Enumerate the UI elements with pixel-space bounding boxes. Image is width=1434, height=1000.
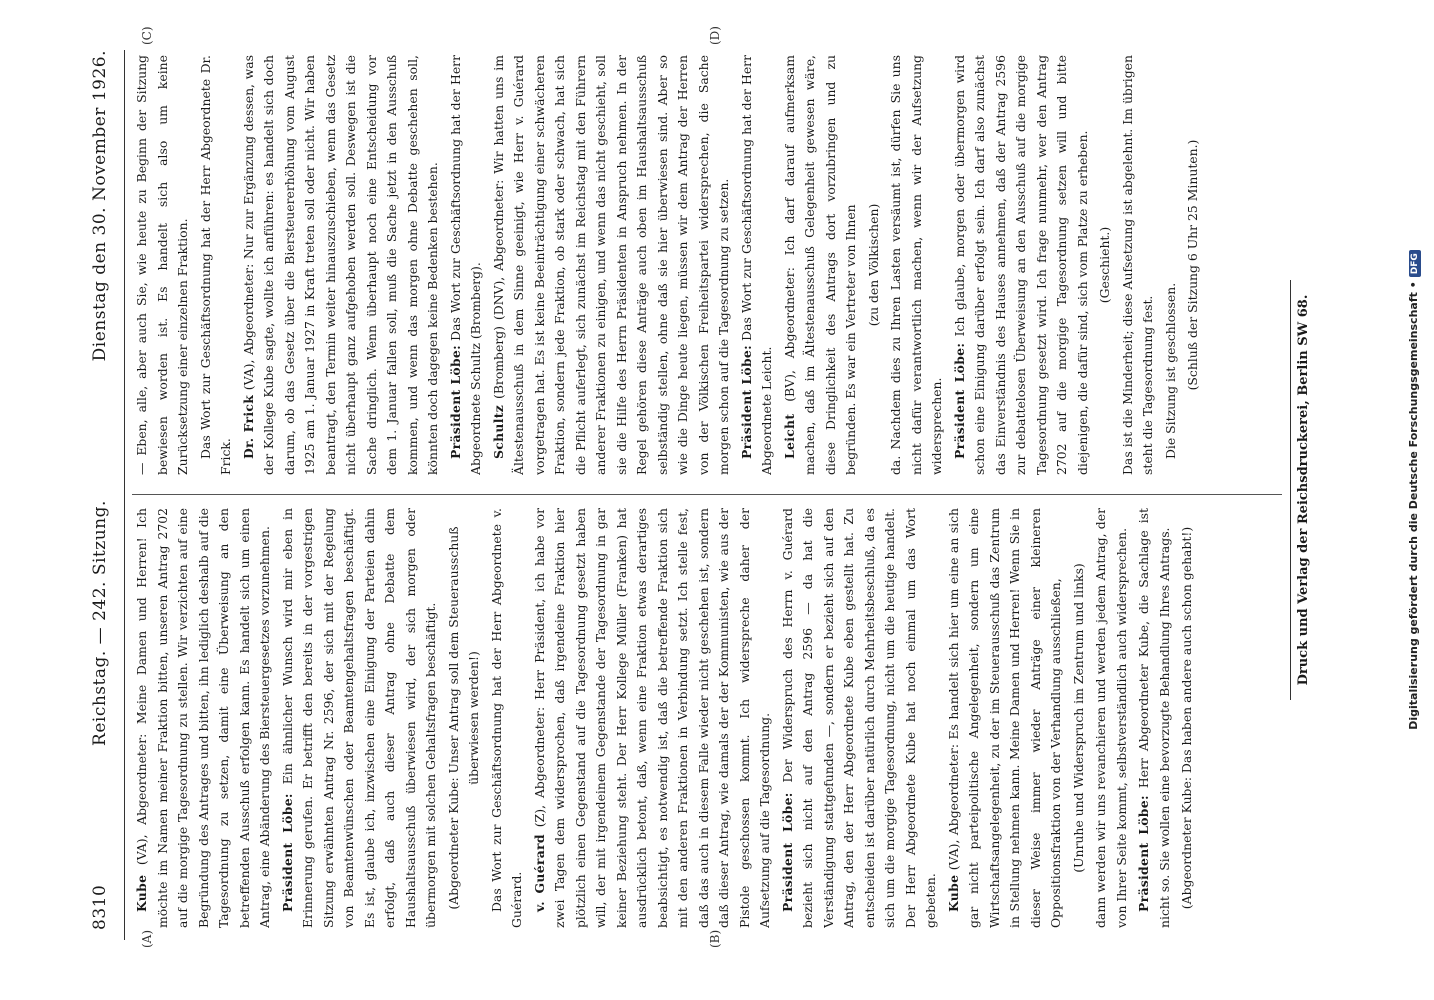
paragraph-text: Das Wort zur Geschäftsordnung hat der Herr Abgeordnete v. Guérard. [488, 508, 524, 928]
paragraph [444, 508, 485, 928]
paragraph [1183, 55, 1204, 475]
page-header [80, 50, 120, 930]
paragraph [864, 55, 885, 475]
header-date: Dienstag den 30. November 1926. [90, 50, 110, 362]
paragraph [278, 508, 442, 928]
digitization-note-text: Digitalisierung gefördert durch die Deutsche Forschungsgemeinschaft • [1407, 281, 1420, 730]
paragraph [132, 55, 194, 475]
paragraph [886, 55, 948, 475]
page-number: 8310 [90, 884, 110, 930]
margin-mark-c: (C) [140, 26, 154, 45]
right-column [132, 55, 1262, 475]
paragraph [737, 55, 778, 475]
paragraph-text: Das Wort zur Geschäftsordnung hat der Herr Abgeordnete Schultz (Bromberg). [447, 55, 483, 475]
paragraph-text: — Eben, alle, aber auch Sie, wie heute zu Beginn der Sitzung bewiesen worden ist. Es handelt sich also um keine Zurücksetzung einer einzelnen Fraktion. [134, 55, 190, 475]
paragraph [446, 55, 487, 475]
left-column [132, 508, 1262, 928]
speaker-name: Präsident Löbe: [447, 345, 463, 459]
paragraph-text: Die Sitzung ist geschlossen. [1162, 282, 1178, 459]
paragraph-text: (Unruhe und Widerspruch im Zentrum und links) [1070, 563, 1086, 873]
paragraph-text: Ein ähnlicher Wunsch wird mir eben in Erinnerung gerufen. Er betrifft den bereits in der vorgestrigen Sitzung erwähnten Antrag Nr. 2596, der sich mit der Regelung von Beamtenwünschen oder Beamtengehaltsfragen beschäftigt. Es ist, glaube ich, inzwischen eine Einigung der Parteien dahin erfolgt, daß auch dieser Antrag ohne Debatte dem Haushaltsausschuß überwiesen wird, der sich morgen oder übermorgen mit solchen Gehaltsfragen beschäftigt. [279, 508, 438, 928]
header-rule [124, 50, 125, 940]
speaker-name: Präsident Löbe: [951, 342, 967, 459]
paragraph-text: Der Widerspruch des Herrn v. Guérard bezieht sich nicht auf den Antrag 2596 — da hat die Verständigung stattgefunden —, sondern er bezieht sich auf den Antrag, den der Herr Abgeordnete Kube eben gestellt hat. Zu entscheiden ist darüber natürlich durch Mehrheitsbeschluß, da es sich um die morgige Tagesordnung, nicht um die heutige handelt. Der Herr Abgeordnete Kube hat noch einmal um das Wort gebeten. [779, 508, 938, 928]
paragraph-text: Das Wort zur Geschäftsordnung hat der Herr Abgeordnete Dr. Frick. [197, 55, 233, 475]
paragraph [778, 508, 942, 928]
paragraph [1091, 508, 1132, 928]
paragraph [132, 508, 276, 928]
margin-mark-a: (A) [140, 929, 154, 948]
speaker-name: Kube [134, 874, 149, 912]
paragraph [530, 508, 776, 928]
paragraph [1095, 55, 1116, 475]
paragraph-text: (Bromberg) (DNV), Abgeordneter: Wir hatten uns im Ältestenausschuß in dem Sinne geeinigt, wie Herr v. Guérard vorgetragen hat. Es ist keine Beeinträchtigung einer schwächeren Fraktion, sondern jede Fraktion, ob stark oder schwach, hat sich die Pflicht auferlegt, sich zunächst im Reichstag mit den Führern anderer Fraktionen zu einigen, und wenn das nicht geschieht, soll sie die Hilfe des Herrn Präsidenten in Anspruch nehmen. In der Regel gehören diese Anträge auch oben im Haushaltsausschuß selbständig stellen, ohne daß sie hier überwiesen sind. Aber so wie die Dinge heute liegen, müssen wir dem Antrag der Herren von der Völkischen Freiheitspartei widersprechen, die Sache morgen schon auf die Tagesordnung zu setzen. [490, 55, 731, 475]
speaker-name: v. Guérard [531, 834, 547, 912]
speaker-name: Leicht [781, 413, 797, 459]
paragraph-text: (Z), Abgeordneter: Herr Präsident, ich habe vor zwei Tagen dem widersprochen, daß irgendeine Fraktion hier plötzlich einen Gegenstand auf die Tagesordnung gesetzt haben will, der mit irgendeinem Gegenstande der Tagesordnung in gar keiner Beziehung steht. Der Herr Kollege Müller (Franken) hat ausdrücklich betont, daß, wenn eine Fraktion etwas derartiges beabsichtigt, es notwendig ist, daß die betreffende Fraktion sich mit den anderen Fraktionen in Verbindung setzt. Ich stelle fest, daß das auch in diesem Falle wieder nicht geschehen ist, sondern daß dieser Antrag, wie damals der der Kommunisten, wie aus der Pistole geschossen kommt. Ich widerspreche daher der Aufsetzung auf die Tagesordnung. [531, 508, 772, 928]
paragraph-text: (Abgeordneter Kube: Unser Antrag soll dem Steuerausschuß überwiesen werden!) [445, 526, 481, 910]
speaker-name: Präsident Löbe: [738, 345, 754, 459]
paragraph-text: Ich glaube, morgen oder übermorgen wird schon eine Einigung darüber erfolgt sein. Ich darf also zunächst das Einverständnis des Hauses annehmen, daß der Antrag 2596 zur debattelosen Überweisung an den Ausschuß auf die morgige Tagesordnung gesetzt wird. Ich frage nunmehr, wer den Antrag 2702 auf die morgige Tagesordnung setzen will und bitte diejenigen, die dafür sind, sich vom Platze zu erheben. [951, 55, 1090, 475]
paragraph-text: da. Nachdem dies zu Ihren Lasten versäumt ist, dürfen Sie uns nicht dafür verantwortlich machen, wenn wir der Aufsetzung widersprechen. [888, 55, 944, 475]
paragraph [489, 55, 735, 475]
paragraph [239, 55, 444, 475]
paragraph [944, 508, 1067, 928]
speaker-name: Dr. Frick [240, 394, 256, 459]
paragraph-text: (Abgeordneter Kube: Das haben andere auch schon gehabt!) [1179, 526, 1194, 910]
paragraph-text: (VA), Abgeordneter: Meine Damen und Herren! Ich möchte im Namen meiner Fraktion bitten, unseren Antrag 2702 auf die morgige Tagesordnung zu stellen. Wir verzichten auf eine Begründung des Antrages und bitten, ihn lediglich deshalb auf die Tagesordnung zu setzen, damit eine Überweisung an den betreffenden Ausschuß erfolgen kann. Es handelt sich um einen Antrag, eine Abänderung des Biersteuergesetzes vorzunehmen. [134, 508, 272, 928]
dfg-logo: DFG [1409, 250, 1421, 277]
paragraph [487, 508, 528, 928]
paragraph [780, 55, 862, 475]
digitization-note [1407, 40, 1421, 940]
paragraph-text: (VA), Abgeordneter: Nur zur Ergänzung dessen, was der Kollege Kube sagte, wollte ich anführen: es handelt sich doch darum, ob das Gesetz über die Biersteuererhöhung vom August 1925 am 1. Januar 1927 in Kraft treten soll oder nicht. Wir haben beantragt, den Termin weiter hinauszuschieben, wenn das Gesetz nicht überhaupt ganz aufgehoben werden soll. Deswegen ist die Sache dringlich. Wenn überhaupt noch eine Entscheidung vor dem 1. Januar fallen soll, muß die Sache jetzt in den Ausschuß kommen, und wenn das morgen ohne Debatte geschehen soll, könnten doch dagegen keine Bedenken bestehen. [240, 55, 440, 475]
paragraph [1177, 508, 1198, 928]
header-title: Reichstag. — 242. Sitzung. [90, 500, 110, 746]
column-divider [132, 494, 1282, 495]
paragraph-text: Das ist die Minderheit; diese Aufsetzung ist abgelehnt. Im übrigen steht die Tagesordnung fest. [1119, 55, 1155, 475]
speaker-name: Kube [945, 874, 961, 912]
paragraph [950, 55, 1094, 475]
paragraph [1118, 55, 1159, 475]
paragraph-text: (zu den Völkischen) [865, 203, 881, 327]
paragraph [196, 55, 237, 475]
speaker-name: Präsident Löbe: [1136, 795, 1151, 912]
paragraph-text: Herr Abgeordneter Kube, die Sachlage ist nicht so. Sie wollen eine bevorzugte Behandlung Ihres Antrags. [1136, 508, 1172, 928]
speaker-name: Präsident Löbe: [779, 792, 795, 912]
paragraph-text: (VA), Abgeordneter: Es handelt sich hier um eine an sich gar nicht parteipolitische Angelegenheit, sondern um eine Wirtschaftsangelegenheit, zu der im Steuerausschuß das Zentrum in Stellung nehmen kann. Meine Damen und Herren! Wenn Sie in dieser Weise immer wieder Anträge einer kleineren Oppositionsfraktion von der Verhandlung ausschließen, [945, 508, 1063, 928]
margin-mark-b: (B) [708, 929, 722, 948]
paragraph-text: (BV), Abgeordneter: Ich darf darauf aufmerksam machen, daß im Ältestenausschuß Gelegenheit gewesen wäre, diese Dringlichkeit des Antrags dort vorzubringen und zu begründen. Es war ein Vertreter von Ihnen [781, 55, 858, 475]
paragraph-text: Das Wort zur Geschäftsordnung hat der Herr Abgeordnete Leicht. [738, 55, 774, 475]
printer-imprint: Druck und Verlag der Reichsdruckerei, Berlin SW 68. [1296, 294, 1311, 686]
paragraph [1069, 508, 1090, 928]
margin-mark-d: (D) [708, 26, 722, 45]
speaker-name: Präsident Löbe: [279, 793, 295, 912]
paragraph [1161, 55, 1182, 475]
paragraph-text: (Geschieht.) [1097, 226, 1112, 304]
paragraph [1134, 508, 1175, 928]
paragraph-text: (Schluß der Sitzung 6 Uhr 25 Minuten.) [1185, 139, 1200, 391]
speaker-name: Schultz [490, 404, 506, 459]
footer-rule [1290, 280, 1291, 700]
paragraph-text: dann werden wir uns revanchieren und werden jedem Antrag, der von Ihrer Seite kommt, selbstverständlich auch widersprechen. [1093, 508, 1129, 928]
